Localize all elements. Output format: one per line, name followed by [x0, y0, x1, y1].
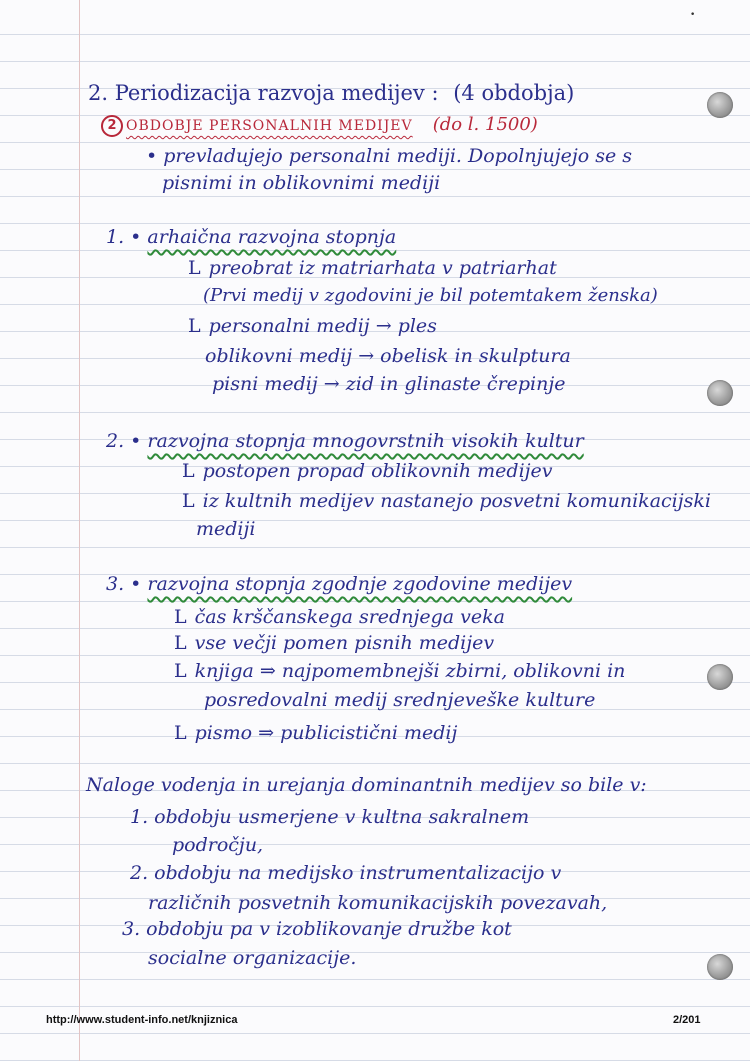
intro-line-2: pisnimi in oblikovnimi mediji: [162, 172, 441, 194]
stage-2-item-3: mediji: [196, 518, 256, 540]
stage-3-item-2: L vse večji pomen pisnih medijev: [174, 632, 495, 654]
binder-hole-1: [707, 92, 733, 118]
stage-3-item-4: posredovalni medij srednjeveške kulture: [204, 689, 596, 711]
section-title: [88, 82, 574, 104]
binder-hole-3: [707, 664, 733, 690]
stage-2-number: 2. •: [106, 430, 142, 452]
stage-3-item-1: L čas krščanskega srednjega veka: [174, 606, 505, 628]
stage-1-heading: [106, 226, 396, 248]
period-number-badge: 2: [101, 115, 123, 137]
stage-1-item-2: (Prvi medij v zgodovini je bil potemtakem ženska): [203, 285, 658, 306]
stage-1-item-4: oblikovni medij → obelisk in skulptura: [205, 345, 571, 367]
closing-item-2-cont: različnih posvetnih komunikacijskih povezavah,: [148, 892, 608, 914]
stage-2-heading: [106, 430, 584, 452]
closing-item-3: 3. obdobju pa v izoblikovanje družbe kot: [122, 918, 512, 940]
stage-2-item-1: L postopen propad oblikovnih medijev: [182, 460, 553, 482]
period-heading-row: [126, 113, 538, 137]
stage-3-item-3: L knjiga ⇒ najpomembnejši zbirni, oblikovni in: [174, 660, 626, 682]
period-range: (do l. 1500): [432, 114, 538, 135]
footer-url[interactable]: http://www.student-info.net/knjiznica: [46, 1014, 238, 1026]
stage-2-title: razvojna stopnja mnogovrstnih visokih kultur: [147, 430, 584, 452]
stage-1-item-5: pisni medij → zid in glinaste črepinje: [212, 373, 566, 395]
title-aside: (4 obdobja): [453, 81, 575, 105]
stage-1-item-3: L personalni medij → ples: [188, 315, 437, 337]
title-main: 2. Periodizacija razvoja medijev :: [88, 81, 439, 105]
closing-item-1-cont: področju,: [172, 834, 264, 856]
stage-1-item-1: L preobrat iz matriarhata v patriarhat: [188, 257, 557, 279]
corner-mark: •: [690, 10, 696, 20]
intro-line-1: • prevladujejo personalni mediji. Dopolnjujejo se s: [146, 145, 633, 167]
closing-item-1: 1. obdobju usmerjene v kultna sakralnem: [130, 806, 530, 828]
period-heading: OBDOBJE PERSONALNIH MEDIJEV: [126, 118, 413, 134]
stage-3-title: razvojna stopnja zgodnje zgodovine medijev: [147, 573, 573, 595]
footer-page-number: 2/201: [673, 1014, 701, 1026]
closing-intro: Naloge vodenja in urejanja dominantnih medijev so bile v:: [86, 774, 647, 796]
stage-1-title: arhaična razvojna stopnja: [147, 226, 397, 248]
closing-item-3-cont: socialne organizacije.: [148, 947, 357, 969]
binder-hole-4: [707, 954, 733, 980]
stage-2-item-2: L iz kultnih medijev nastanejo posvetni komunikacijski: [182, 490, 711, 512]
margin-line: [79, 0, 80, 1061]
stage-1-number: 1. •: [106, 226, 142, 248]
binder-hole-2: [707, 380, 733, 406]
stage-3-item-5: L pismo ⇒ publicistični medij: [174, 722, 458, 744]
stage-3-number: 3. •: [106, 573, 142, 595]
stage-3-heading: [106, 573, 572, 595]
closing-item-2: 2. obdobju na medijsko instrumentalizacijo v: [130, 862, 562, 884]
